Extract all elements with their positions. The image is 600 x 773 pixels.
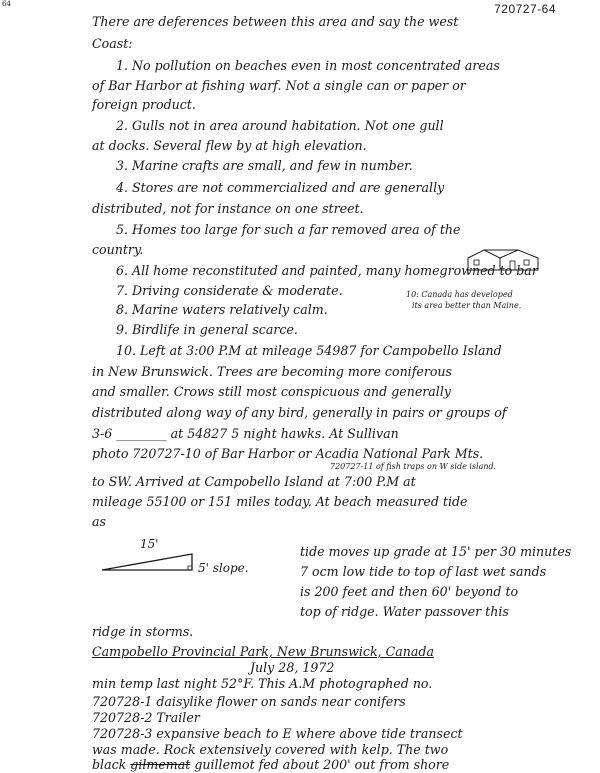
section-heading: Campobello Provincial Park, New Brunswick, Canada <box>92 644 434 659</box>
text-line: in New Brunswick. Trees are becoming more coniferous <box>92 364 452 379</box>
photo-entry: 720728-1 daisylike flower on sands near conifers <box>92 694 406 709</box>
corner-mark: 64 <box>2 0 11 8</box>
text-line: as <box>92 514 106 529</box>
text-line: 2. Gulls not in area around habitation. Not one gull <box>116 118 444 133</box>
photo-entry: 720728-2 Trailer <box>92 710 200 725</box>
document-id: 720727-64 <box>494 2 556 16</box>
text-line-guillemot <box>92 757 449 772</box>
text-line: country. <box>92 242 144 257</box>
house-sketch-icon <box>466 244 546 272</box>
text-line: Coast: <box>92 36 133 51</box>
text-line: 5. Homes too large for such a far removed area of the <box>116 222 461 237</box>
margin-note: its area better than Maine. <box>412 301 522 310</box>
slope-hypotenuse-label: 15' <box>140 537 159 551</box>
text-line: 7 ocm low tide to top of last wet sands <box>300 564 547 579</box>
margin-note: 10: Canada has developed <box>406 290 513 299</box>
text-line: ridge in storms. <box>92 624 194 639</box>
date-line: July 28, 1972 <box>250 660 335 675</box>
text-line: 7. Driving considerate & moderate. <box>116 283 343 298</box>
text-line: 8. Marine waters relatively calm. <box>116 302 328 317</box>
slope-side-label: 5' slope. <box>198 561 249 575</box>
text-line: was made. Rock extensively covered with kelp. The two <box>92 742 449 757</box>
text-fragment: black <box>92 757 131 772</box>
text-line: and smaller. Crows still most conspicuous and generally <box>92 384 451 399</box>
text-line: min temp last night 52°F. This A.M photographed no. <box>92 676 433 691</box>
inline-note: 720727-11 of fish traps on W side island. <box>330 462 497 471</box>
text-line: 1. No pollution on beaches even in most concentrated areas <box>116 58 500 73</box>
text-line: is 200 feet and then 60' beyond to <box>300 584 519 599</box>
text-line: 3. Marine crafts are small, and few in number. <box>116 158 413 173</box>
text-line: There are deferences between this area and say the west <box>92 14 459 29</box>
text-line: of Bar Harbor at fishing warf. Not a single can or paper or <box>92 78 466 93</box>
text-line: mileage 55100 or 151 miles today. At beach measured tide <box>92 494 468 509</box>
text-line: tide moves up grade at 15' per 30 minutes <box>300 544 572 559</box>
text-line: photo 720727-10 of Bar Harbor or Acadia National Park Mts. <box>92 446 484 461</box>
text-line: at docks. Several flew by at high elevation. <box>92 138 367 153</box>
text-fragment: guillemot fed about 200' out from shore <box>190 757 450 772</box>
text-line: 4. Stores are not commercialized and are generally <box>116 180 445 195</box>
photo-entry: 720728-3 expansive beach to E where above tide transect <box>92 726 463 741</box>
text-line: 3-6 ________ at 54827 5 night hawks. At Sullivan <box>92 426 399 441</box>
text-line: foreign product. <box>92 97 196 112</box>
text-line: 6. All home reconstituted and painted, many homegrowned to bar <box>116 263 538 278</box>
text-line: distributed along way of any bird, generally in pairs or groups of <box>92 405 507 420</box>
struck-word: gilmemat <box>130 757 191 772</box>
text-line: to SW. Arrived at Campobello Island at 7:00 P.M at <box>92 474 416 489</box>
text-line: top of ridge. Water passover this <box>300 604 509 619</box>
text-line: 9. Birdlife in general scarce. <box>116 322 298 337</box>
text-line: distributed, not for instance on one street. <box>92 201 364 216</box>
text-line: 10. Left at 3:00 P.M at mileage 54987 for Campobello Island <box>116 343 502 358</box>
